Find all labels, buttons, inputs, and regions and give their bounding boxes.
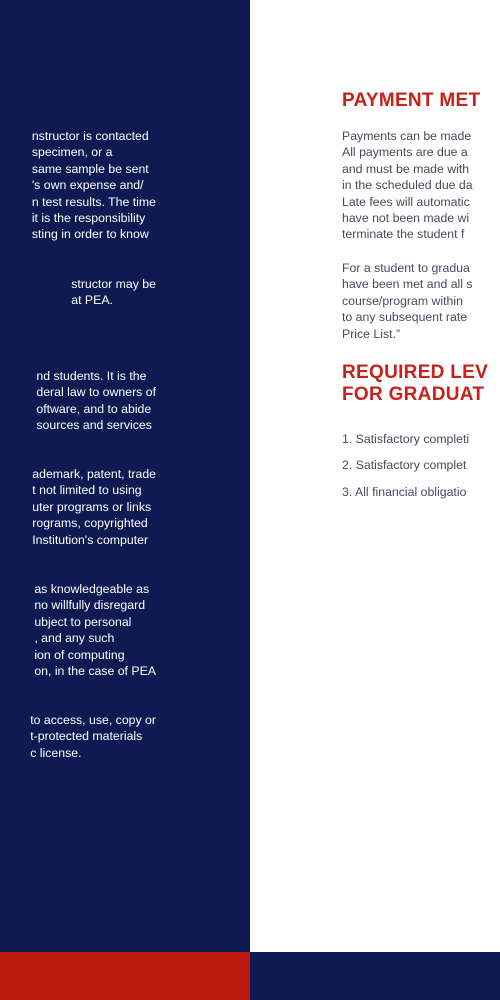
left-paragraph-3 <box>36 368 156 434</box>
left-paragraph-5 <box>34 581 156 679</box>
payment-paragraph-1 <box>342 128 473 243</box>
left-line: on, in the case of PEA <box>34 664 156 679</box>
left-line: at PEA. <box>71 293 113 308</box>
left-line: n test results. The time <box>31 194 156 209</box>
graduation-requirements-heading <box>342 362 488 406</box>
right-line: to any subsequent rate <box>342 310 468 325</box>
right-line: Price List.” <box>342 326 401 341</box>
left-line: ubject to personal <box>34 614 132 629</box>
graduation-item-1: 1. Satisfactory completi <box>342 432 470 446</box>
left-line: ion of computing <box>34 647 125 662</box>
left-line: , and any such <box>34 631 115 646</box>
right-line: in the scheduled due da <box>342 178 473 193</box>
left-paragraph-1 <box>32 128 156 243</box>
left-line: uter programs or links <box>32 499 152 514</box>
left-line: Institution's computer <box>32 532 149 547</box>
payment-methods-heading: PAYMENT MET <box>342 90 481 111</box>
left-line: specimen, or a <box>31 145 113 160</box>
left-paragraph-6 <box>30 712 156 761</box>
footer-red-band <box>0 952 250 1000</box>
left-line: t not limited to using <box>32 483 142 498</box>
left-line: sting in order to know <box>31 227 149 242</box>
left-paragraph-4 <box>32 466 156 548</box>
right-line: Payments can be made <box>342 129 472 143</box>
graduation-item-3: 3. All financial obligatio <box>342 485 467 499</box>
left-line: rograms, copyrighted <box>32 516 148 531</box>
right-line: Late fees will automatic <box>342 194 470 209</box>
footer-navy-band <box>250 952 500 1000</box>
left-line: t-protected materials <box>30 729 143 744</box>
right-line: For a student to gradua <box>342 261 470 275</box>
right-line: All payments are due a <box>342 145 468 160</box>
left-line: no willfully disregard <box>34 598 146 613</box>
left-line: nd students. It is the <box>36 369 147 383</box>
right-line: have not been made wi <box>342 211 470 226</box>
graduation-item-2: 2. Satisfactory complet <box>342 458 467 472</box>
left-line: oftware, and to abide <box>36 401 152 416</box>
left-line: 's own expense and/ <box>31 178 144 193</box>
left-line: structor may be <box>71 277 156 291</box>
left-line: nstructor is contacted <box>31 129 149 143</box>
payment-paragraph-2 <box>342 260 473 342</box>
right-line: course/program within <box>342 293 463 308</box>
right-page-panel <box>250 0 500 952</box>
right-line: terminate the student f <box>342 227 465 242</box>
heading-line: FOR GRADUAT <box>342 384 485 405</box>
left-paragraph-2 <box>71 276 156 309</box>
left-line: to access, use, copy or <box>30 713 156 727</box>
left-line: sources and services <box>36 418 152 433</box>
left-line: same sample be sent <box>31 161 149 176</box>
left-line: ademark, patent, trade <box>32 467 156 481</box>
left-line: deral law to owners of <box>36 385 156 400</box>
left-line: c license. <box>30 745 82 760</box>
left-line: as knowledgeable as <box>34 582 150 596</box>
heading-line: REQUIRED LEV <box>342 362 489 383</box>
right-line: have been met and all s <box>342 277 473 292</box>
left-page-panel <box>0 0 250 952</box>
right-line: and must be made with <box>342 161 470 176</box>
left-line: it is the responsibility <box>31 211 146 226</box>
